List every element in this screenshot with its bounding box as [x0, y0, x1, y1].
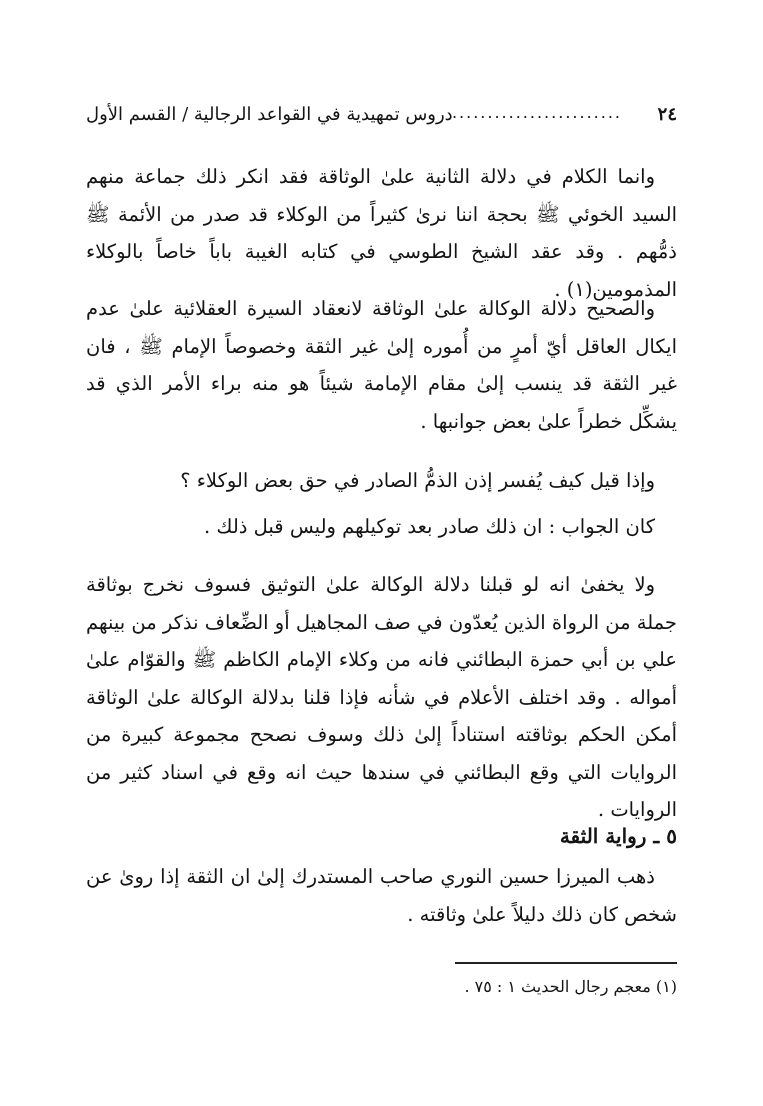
running-title: دروس تمهيدية في القواعد الرجالية / القسم الأول	[86, 104, 453, 125]
paragraph-1: وانما الكلام في دلالة الثانية علىٰ الوثاقة فقد انكر ذلك جماعة منهم السيد الخوئي ﷺ بحجة اننا نرىٰ كثيراً من الوكلاء قد صدر من الأئمة ﷺ ذمُّهم . وقد عقد الشيخ الطوسي في كتابه الغيبة باباً خاصاً بالوكلاء المذمومين(١) .	[86, 165, 677, 301]
header-dot-leader: ........................	[451, 103, 622, 122]
paragraph-3: وإذا قيل كيف يُفسر إذن الذمُّ الصادر في حق بعض الوكلاء ؟	[180, 469, 655, 492]
page-number: ٢٤	[657, 104, 677, 125]
footnote-divider	[455, 962, 677, 964]
paragraph-2: والصحيح دلالة الوكالة علىٰ الوثاقة لانعقاد السيرة العقلائية علىٰ عدم ايكال العاقل أيّ أمرٍ من أُموره إلىٰ غير الثقة وخصوصاً الإمام ﷺ ، فان غير الثقة قد ينسب إلىٰ مقام الإمامة شيئاً هو منه براء الأمر الذي قد يشكِّل خطراً علىٰ بعض جوانبها .	[86, 297, 677, 433]
section-heading: ٥ ـ رواية الثقة	[559, 824, 677, 848]
page-header	[86, 100, 677, 130]
section-paragraph: ذهب الميرزا حسين النوري صاحب المستدرك إلىٰ ان الثقة إذا روىٰ عن شخص كان ذلك دليلاً علىٰ وثاقته .	[86, 865, 677, 926]
footnote: (١) معجم رجال الحديث ١ : ٧٥ .	[464, 977, 677, 996]
paragraph-4: كان الجواب : ان ذلك صادر بعد توكيلهم وليس قبل ذلك .	[204, 515, 655, 538]
paragraph-5: ولا يخفىٰ انه لو قبلنا دلالة الوكالة علىٰ التوثيق فسوف نخرج بوثاقة جملة من الرواة الذين يُعدّون في صف المجاهيل أو الضِّعاف نذكر من بينهم علي بن أبي حمزة البطائني فانه من وكلاء الإمام الكاظم ﷺ والقوّام علىٰ أمواله . وقد اختلف الأعلام في شأنه فإذا قلنا بدلالة الوكالة علىٰ الوثاقة أمكن الحكم بوثاقته استناداً إلىٰ ذلك وسوف نصحح مجموعة كبيرة من الروايات التي وقع البطائني في سندها حيث انه وقع في اسناد كثير من الروايات .	[86, 573, 677, 821]
